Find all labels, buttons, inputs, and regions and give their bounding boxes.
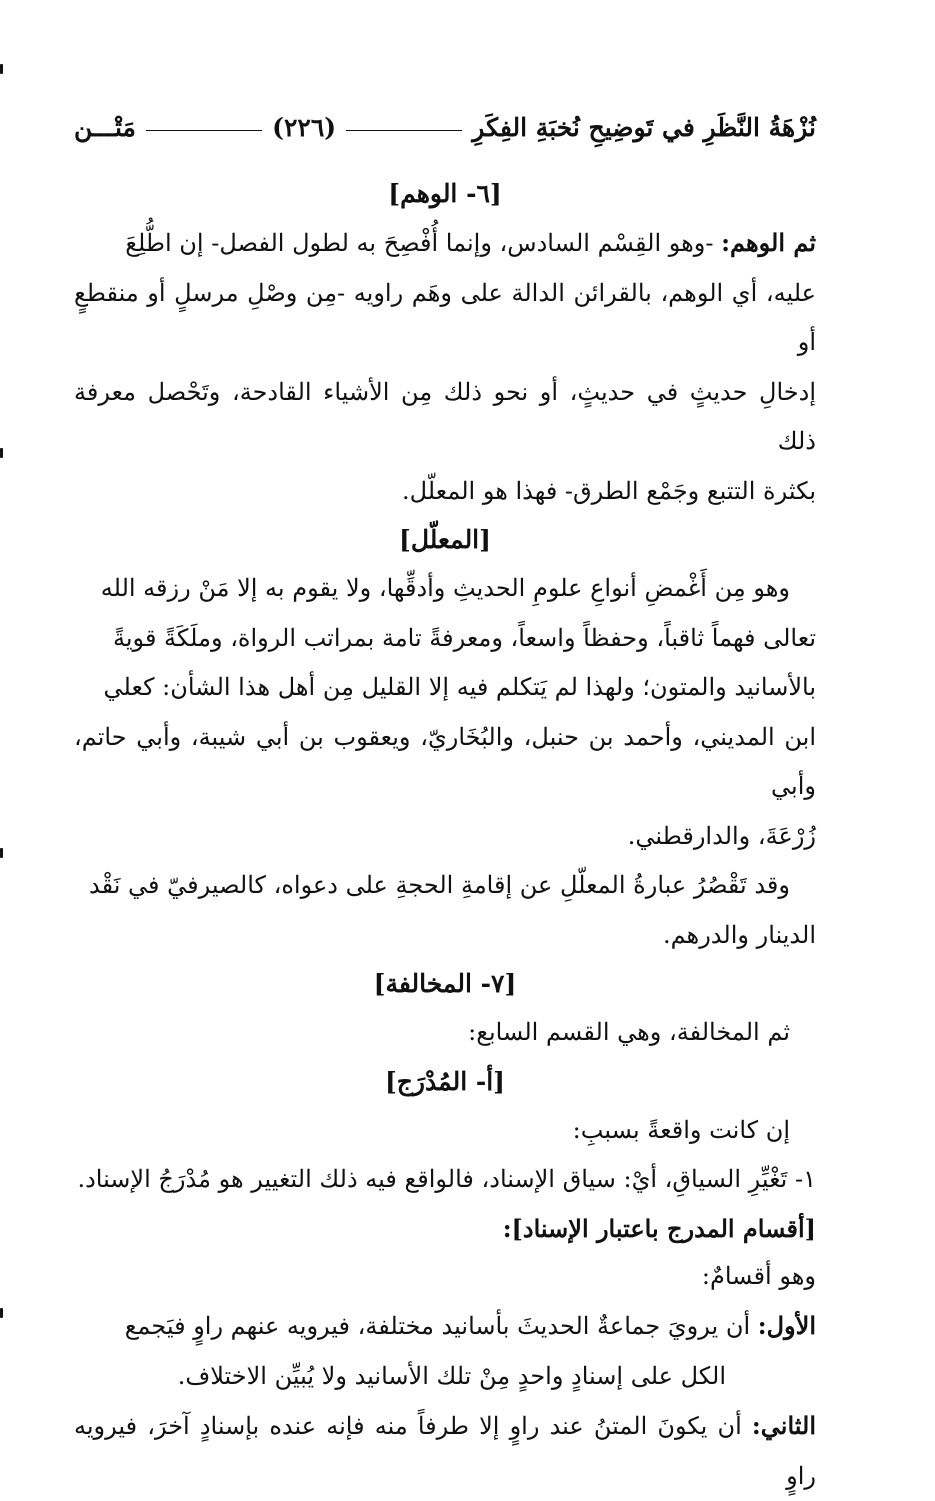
mukhalafa-intro: ثم المخالفة، وهي القسم السابع:: [468, 1018, 790, 1046]
text-line: عليه، أي الوهم، بالقرائن الدالة على وهَم راويه -مِن وصْلِ مرسلٍ أو منقطعٍ أو: [74, 278, 816, 356]
text-line: تعالى فهماً ثاقباً، وحفظاً واسعاً، ومعرفةً تامة بمراتب الرواة، وملَكَةً قويةً: [113, 623, 816, 652]
lead-term: الثاني:: [751, 1411, 816, 1440]
text-line: -وهو القِسْم السادس، وإنما أُفْصِحَ به لطول الفصل- إن اطُّلِعَ: [125, 229, 722, 257]
text-line: بالأسانيد والمتون؛ ولهذا لم يَتكلم فيه إلا القليل مِن أهل هذا الشأن: كعلي: [103, 673, 816, 701]
header-section-word: مَتْـــن: [73, 112, 136, 142]
text-line: إدخالِ حديثٍ في حديثٍ، أو نحو ذلك مِن الأشياء القادحة، وتَحْصل معرفة ذلك: [74, 377, 816, 455]
paragraph-muallal-2: [74, 861, 816, 960]
text-line: الدينار والدرهم.: [662, 920, 816, 949]
book-title: نُزْهَةُ النَّظَرِ في تَوضِيحِ نُخبَةِ الفِكَرِ: [472, 112, 816, 142]
section-title-mudraj: [أ- المُدْرَج]: [384, 1066, 506, 1096]
text-line: زُرْعَةَ، والدارقطني.: [627, 821, 816, 850]
text-line: الكل على إسنادٍ واحدٍ مِنْ تلك الأسانيد ولا يُبيِّن الاختلاف.: [177, 1361, 726, 1390]
page-edge-mark: [0, 64, 3, 74]
text-line: أن يرويَ جماعةٌ الحديثَ بأسانيد مختلفة، فيرويه عنهم راوٍ فيَجمع: [124, 1312, 758, 1340]
section-title-wahm: [٦- الوهم]: [388, 179, 502, 208]
paragraph-second: [74, 1401, 816, 1501]
aqsam-intro: وهو أقسامٌ:: [701, 1261, 816, 1290]
paragraph-muallal-1: [74, 564, 816, 861]
page-edge-mark: [0, 848, 3, 858]
page-edge-mark: [0, 1308, 3, 1318]
text-line: بكثرة التتبع وجَمْع الطرق- فهذا هو المعلّل.: [402, 476, 816, 505]
header-rule: [346, 130, 462, 131]
running-header: [74, 104, 816, 150]
paragraph-first: [74, 1301, 816, 1401]
section-title-mukhalafa: [٧- المخالفة]: [373, 969, 517, 998]
section-title-muallal: [المعلّل]: [399, 525, 491, 554]
text-line: ابن المديني، وأحمد بن حنبل، والبُخَاريّ، ويعقوب بن أبي شيبة، وأبي حاتم، وأبي: [74, 722, 816, 800]
page-body: [74, 104, 816, 1501]
subheading-aqsam: [أقسام المدرج باعتبار الإسناد]:: [502, 1213, 816, 1243]
lead-term: الأول:: [757, 1311, 816, 1340]
text-line: أن يكونَ المتنُ عند راوٍ إلا طرفاً منه فإنه عنده بإسنادٍ آخرَ، فيرويه راوٍ: [74, 1412, 816, 1490]
text-line: وهو مِن أَغْمضِ أنواعِ علومِ الحديثِ وأدقِّها، ولا يقوم به إلا مَنْ رزقه الله: [100, 574, 790, 602]
page-number: (٢٢٦): [272, 112, 337, 142]
page-edge-mark: [0, 448, 3, 458]
mudraj-item-1: ١- تَغْيِّرِ السياقِ، أيْ: سياق الإسناد، فالواقع فيه ذلك التغيير هو مُدْرَجُ الإسناد.: [77, 1165, 816, 1193]
lead-term: ثم الوهم:: [721, 228, 816, 257]
header-rule: [146, 130, 262, 131]
mudraj-condition: إن كانت واقعةً بسببِ:: [572, 1115, 790, 1144]
text-line: وقد تَقْصُرُ عبارةُ المعلّلِ عن إقامةِ الحجةِ على دعواه، كالصيرفيّ في نَقْد: [88, 871, 790, 899]
paragraph-wahm: [74, 218, 816, 516]
